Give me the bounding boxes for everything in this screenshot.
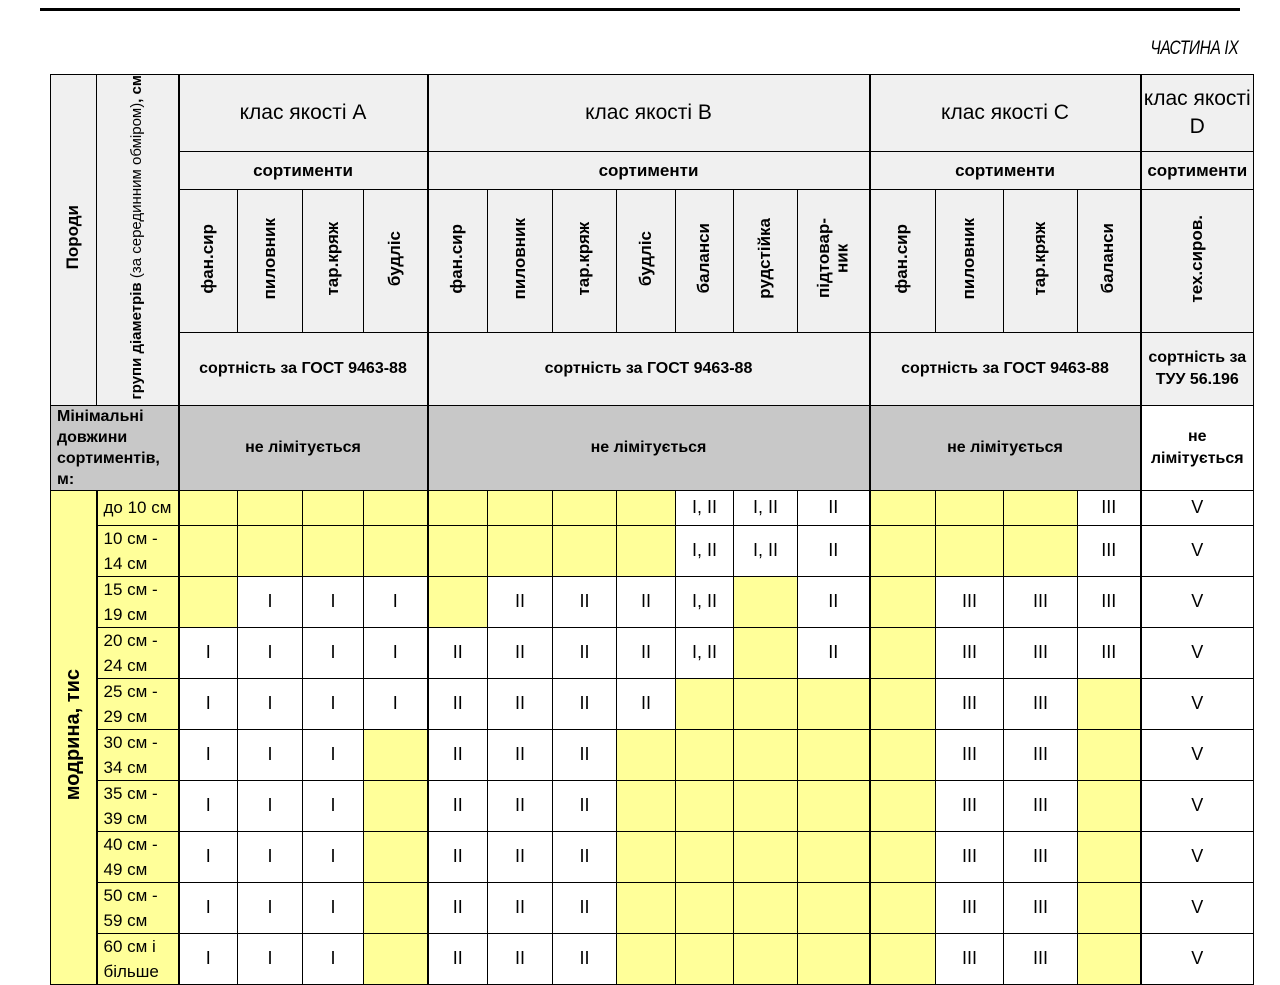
grade-cell (553, 490, 617, 525)
grade-cell: II (798, 490, 870, 525)
grade-cell: II (617, 678, 676, 729)
grade-standard-a: сортність за ГОСТ 9463-88 (179, 333, 428, 406)
grade-cell (364, 882, 428, 933)
grade-cell: V (1141, 490, 1254, 525)
grade-cell: I (238, 831, 303, 882)
top-rule (40, 8, 1240, 11)
grade-cell (734, 627, 798, 678)
grade-cell (870, 882, 936, 933)
grade-cell (617, 933, 676, 984)
grade-cell: I (303, 831, 364, 882)
grade-cell (617, 525, 676, 576)
grade-cell: I (303, 576, 364, 627)
grade-cell (870, 933, 936, 984)
grade-cell (179, 490, 238, 525)
grade-cell: I, II (676, 490, 734, 525)
grade-cell (238, 490, 303, 525)
grade-cell: I (238, 627, 303, 678)
grade-cell (617, 490, 676, 525)
grade-cell (428, 525, 488, 576)
grade-cell: I (179, 882, 238, 933)
grade-cell: II (428, 933, 488, 984)
diameter-group: 60 см і більше (97, 933, 179, 984)
grade-cell (870, 729, 936, 780)
grade-cell: I (303, 933, 364, 984)
grade-cell: I (179, 627, 238, 678)
class-c-header: клас якості C (870, 75, 1141, 152)
grade-cell: III (1004, 576, 1078, 627)
grade-cell: I (303, 780, 364, 831)
diameter-group: 20 см - 24 см (97, 627, 179, 678)
table-row (51, 882, 1254, 933)
grade-cell (734, 882, 798, 933)
min-length-a: не лімітується (179, 405, 428, 490)
grade-cell: II (553, 933, 617, 984)
grade-cell (1078, 678, 1141, 729)
grade-cell (676, 882, 734, 933)
column-header: тар.кряж (1004, 190, 1078, 333)
grade-cell (303, 525, 364, 576)
diameter-group: 50 см - 59 см (97, 882, 179, 933)
grade-cell: II (798, 576, 870, 627)
grade-cell: II (553, 882, 617, 933)
grade-cell: I (179, 729, 238, 780)
grade-cell (936, 490, 1004, 525)
grade-cell (734, 933, 798, 984)
grade-cell: II (428, 882, 488, 933)
diameter-col-header: групи діаметрів (за серединним обміром), см (97, 75, 179, 406)
grade-cell: I (238, 933, 303, 984)
grade-cell: I (364, 627, 428, 678)
table-row (51, 627, 1254, 678)
min-length-d: не лімітується (1141, 405, 1254, 490)
table-row (51, 933, 1254, 984)
grade-cell: II (428, 678, 488, 729)
grade-cell (364, 933, 428, 984)
grade-cell: II (617, 627, 676, 678)
grade-cell (870, 780, 936, 831)
grade-cell: I (364, 576, 428, 627)
grade-cell (303, 490, 364, 525)
grade-cell: III (1004, 831, 1078, 882)
grade-cell: I (179, 831, 238, 882)
grade-standard-d: сортність за ТУУ 56.196 (1141, 333, 1254, 406)
grade-cell (798, 882, 870, 933)
species-col-header: Породи (51, 75, 97, 406)
grade-cell (870, 678, 936, 729)
diameter-group: 10 см - 14 см (97, 525, 179, 576)
grade-cell: I, II (734, 490, 798, 525)
grade-cell: I (238, 882, 303, 933)
grade-cell (238, 525, 303, 576)
grade-cell: V (1141, 729, 1254, 780)
grade-cell: I (179, 933, 238, 984)
grade-cell (364, 831, 428, 882)
grade-cell: II (553, 678, 617, 729)
grade-cell: II (553, 627, 617, 678)
grade-cell: III (936, 729, 1004, 780)
grade-cell: I, II (676, 525, 734, 576)
grade-cell: III (1078, 576, 1141, 627)
grade-standard-c: сортність за ГОСТ 9463-88 (870, 333, 1141, 406)
assortments-d: сортименти (1141, 151, 1254, 189)
grade-cell (617, 882, 676, 933)
grade-cell (488, 490, 553, 525)
part-label: ЧАСТИНА IX (1150, 38, 1238, 59)
grade-cell: II (488, 831, 553, 882)
grade-cell: II (553, 576, 617, 627)
grade-cell: III (1004, 882, 1078, 933)
table-row (51, 780, 1254, 831)
grade-cell (364, 525, 428, 576)
column-header: будліс (617, 190, 676, 333)
grade-cell: II (428, 627, 488, 678)
grade-cell (870, 576, 936, 627)
grade-cell (617, 780, 676, 831)
grade-cell: III (936, 882, 1004, 933)
grade-cell (936, 525, 1004, 576)
min-length-b: не лімітується (428, 405, 870, 490)
column-header: рудстійка (734, 190, 798, 333)
grade-cell (734, 780, 798, 831)
grade-cell: I (303, 729, 364, 780)
grade-cell: II (428, 780, 488, 831)
grade-cell: V (1141, 933, 1254, 984)
grade-cell (676, 933, 734, 984)
grade-cell: II (428, 729, 488, 780)
grade-cell (617, 729, 676, 780)
species-label: модрина, тис (51, 490, 97, 984)
grade-cell: II (488, 780, 553, 831)
table-row (51, 729, 1254, 780)
grade-cell: III (1078, 627, 1141, 678)
grade-cell: I, II (734, 525, 798, 576)
class-a-header: клас якості A (179, 75, 428, 152)
grade-cell (734, 831, 798, 882)
grade-cell (870, 627, 936, 678)
grade-cell: I (303, 678, 364, 729)
grade-cell (488, 525, 553, 576)
min-length-c: не лімітується (870, 405, 1141, 490)
grade-cell (798, 831, 870, 882)
grade-cell: II (488, 882, 553, 933)
grade-cell (734, 576, 798, 627)
diameter-group: до 10 см (97, 490, 179, 525)
grade-cell: II (488, 678, 553, 729)
column-header: пиловник (238, 190, 303, 333)
table-row (51, 525, 1254, 576)
grade-cell (1078, 933, 1141, 984)
grade-cell (798, 678, 870, 729)
table-row (51, 831, 1254, 882)
column-header: баланси (676, 190, 734, 333)
column-header: пиловник (488, 190, 553, 333)
column-header: тар.кряж (553, 190, 617, 333)
grade-cell (1004, 525, 1078, 576)
assortments-c: сортименти (870, 151, 1141, 189)
min-length-label: Мінімальні довжини сортиментів, м: (51, 405, 179, 490)
grade-cell (1078, 831, 1141, 882)
grade-cell: III (936, 678, 1004, 729)
grade-cell: III (1004, 627, 1078, 678)
grade-cell: II (617, 576, 676, 627)
column-header: підтовар-ник (798, 190, 870, 333)
grade-cell (179, 525, 238, 576)
grade-cell (870, 490, 936, 525)
grade-cell: II (488, 933, 553, 984)
grade-cell: II (488, 729, 553, 780)
grade-cell (364, 490, 428, 525)
grade-cell (428, 576, 488, 627)
column-header: баланси (1078, 190, 1141, 333)
grade-cell: I (303, 882, 364, 933)
grade-cell (676, 729, 734, 780)
assortments-b: сортименти (428, 151, 870, 189)
grade-cell (798, 729, 870, 780)
grade-cell (428, 490, 488, 525)
grade-cell: III (936, 576, 1004, 627)
grade-cell: I (238, 729, 303, 780)
assortment-table (50, 74, 1254, 985)
grade-cell: II (798, 525, 870, 576)
grade-cell: V (1141, 780, 1254, 831)
grade-cell: II (553, 831, 617, 882)
table-row (51, 678, 1254, 729)
class-b-header: клас якості B (428, 75, 870, 152)
grade-cell (1004, 490, 1078, 525)
grade-cell: III (1004, 729, 1078, 780)
column-header: фан.сир (428, 190, 488, 333)
grade-cell: V (1141, 525, 1254, 576)
class-d-header: клас якості D (1141, 75, 1254, 152)
grade-cell (676, 831, 734, 882)
grade-cell: III (1004, 678, 1078, 729)
grade-cell (798, 780, 870, 831)
grade-standard-b: сортність за ГОСТ 9463-88 (428, 333, 870, 406)
column-header: фан.сир (870, 190, 936, 333)
grade-cell (364, 729, 428, 780)
grade-cell (870, 525, 936, 576)
grade-cell: II (488, 576, 553, 627)
grade-cell: II (798, 627, 870, 678)
grade-cell (364, 780, 428, 831)
grade-cell: III (936, 831, 1004, 882)
grade-cell: V (1141, 882, 1254, 933)
grade-cell: V (1141, 678, 1254, 729)
grade-cell: I (179, 780, 238, 831)
column-header: будліс (364, 190, 428, 333)
diameter-group: 35 см - 39 см (97, 780, 179, 831)
column-header: фан.сир (179, 190, 238, 333)
diameter-group: 15 см - 19 см (97, 576, 179, 627)
grade-cell: I (238, 576, 303, 627)
grade-cell (617, 831, 676, 882)
grade-cell (1078, 882, 1141, 933)
grade-cell: V (1141, 627, 1254, 678)
grade-cell: II (488, 627, 553, 678)
column-header: тар.кряж (303, 190, 364, 333)
grade-cell: III (936, 780, 1004, 831)
grade-cell (179, 576, 238, 627)
grade-cell: V (1141, 831, 1254, 882)
grade-cell (734, 729, 798, 780)
diameter-group: 25 см - 29 см (97, 678, 179, 729)
grade-cell (798, 933, 870, 984)
table-row (51, 576, 1254, 627)
grade-cell: I (364, 678, 428, 729)
grade-cell: III (1078, 525, 1141, 576)
column-header: пиловник (936, 190, 1004, 333)
grade-cell: II (553, 780, 617, 831)
diameter-group: 30 см - 34 см (97, 729, 179, 780)
assortments-a: сортименти (179, 151, 428, 189)
grade-cell (870, 831, 936, 882)
grade-cell: I (303, 627, 364, 678)
grade-cell (734, 678, 798, 729)
grade-cell: I, II (676, 627, 734, 678)
grade-cell (1078, 780, 1141, 831)
grade-cell: III (1004, 780, 1078, 831)
grade-cell: II (553, 729, 617, 780)
grade-cell: I, II (676, 576, 734, 627)
grade-cell: I (238, 780, 303, 831)
grade-cell: III (1004, 933, 1078, 984)
grade-cell: III (936, 933, 1004, 984)
grade-cell: III (936, 627, 1004, 678)
grade-cell: V (1141, 576, 1254, 627)
table-row (51, 490, 1254, 525)
diameter-group: 40 см - 49 см (97, 831, 179, 882)
grade-cell (676, 780, 734, 831)
grade-cell (676, 678, 734, 729)
grade-cell (553, 525, 617, 576)
grade-cell: III (1078, 490, 1141, 525)
grade-cell: I (179, 678, 238, 729)
column-header: тех.сиров. (1141, 190, 1254, 333)
grade-cell: I (238, 678, 303, 729)
grade-cell: II (428, 831, 488, 882)
grade-cell (1078, 729, 1141, 780)
